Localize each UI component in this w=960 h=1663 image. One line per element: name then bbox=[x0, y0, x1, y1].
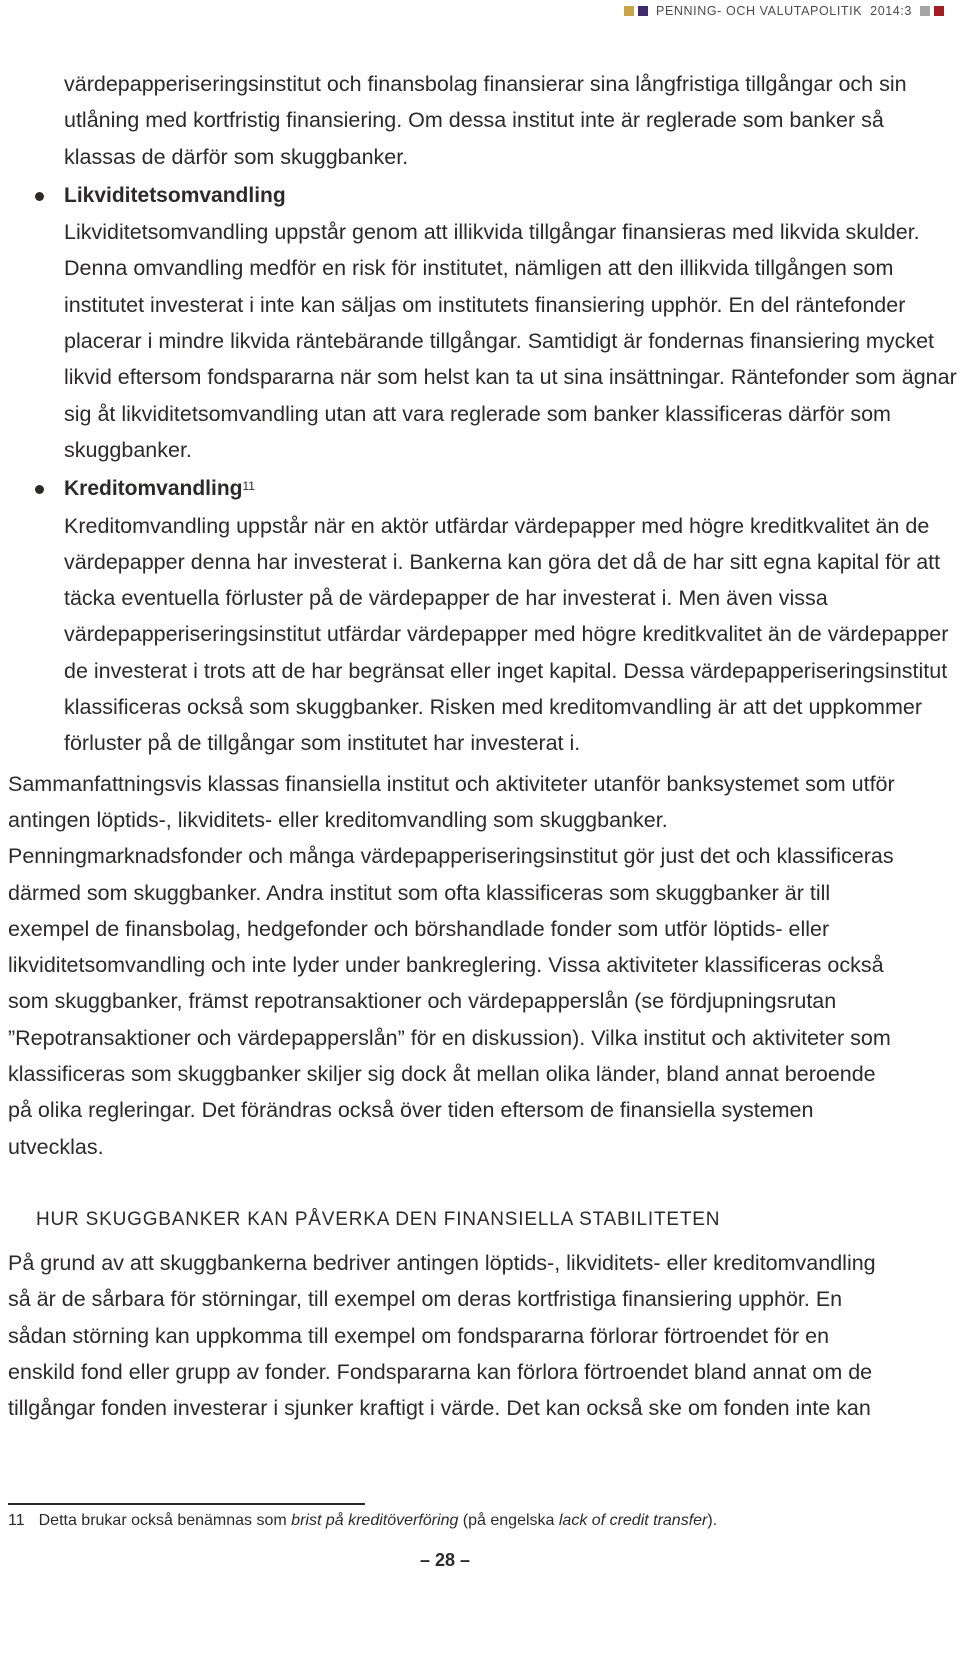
bullet-paragraph: Likviditetsomvandling uppstår genom att illikvida tillgångar finansieras med likvida skulder. Denna omvandling medför en risk för institutet, nämligen att den illikvida tillgången som institutet investerat i inte kan säljas om institutets finansiering upphör. En del räntefonder placerar i mindre likvida räntebärande tillgångar. Samtidigt är fondernas finansiering mycket likvid eftersom fondspararna när som helst kan ta ut sina insättningar. Räntefonder som ägnar sig åt likviditetsomvandling utan att vara reglerade som banker klassificeras därför som skuggbanker. bbox=[64, 220, 957, 462]
red-square-icon bbox=[934, 6, 944, 16]
footnote-reference[interactable]: 11 bbox=[242, 479, 255, 494]
bullet-icon bbox=[35, 192, 44, 201]
section-paragraph: På grund av att skuggbankerna bedriver antingen löptids-, likviditets- eller kreditomvandling så är de sårbara för störningar, till exempel om deras kortfristiga finansiering upphör. En sådan störning kan uppkomma till exempel om fondspararna förlorar förtroendet för en enskild fond eller grupp av fonder. Fondspararna kan förlora förtroendet bland annat om de tillgångar fonden investerar i sjunker kraftigt i värde. Det kan också ske om fonden inte kan bbox=[8, 1250, 876, 1421]
bullet-icon bbox=[35, 485, 44, 494]
publication-title: PENNING- OCH VALUTAPOLITIK bbox=[656, 4, 863, 18]
gold-square-icon bbox=[624, 6, 634, 16]
running-header bbox=[624, 2, 944, 20]
bullet-paragraph: Kreditomvandling uppstår när en aktör utfärdar värdepapper med högre kreditkvalitet än de värdepapper denna har investerat i. Bankerna kan göra det då de har sitt egna kapital för att täcka eventuella förluster på de värdepapper de har investerat i. Men även vissa värdepapperiseringsinstitut utfärdar värdepapper med högre kreditkvalitet än de värdepapper de investerat i trots att de har begränsat eller inget kapital. Dessa värdepapperiseringsinstitut klassificeras också som skuggbanker. Risken med kreditomvandling är att det uppkommer förluster på de tillgångar som institutet har investerat i. bbox=[64, 513, 949, 756]
issue-number: 2014:3 bbox=[870, 4, 912, 18]
bullet-likviditetsomvandling bbox=[8, 177, 958, 468]
footnote-number: 11 bbox=[8, 1512, 25, 1529]
purple-square-icon bbox=[638, 6, 648, 16]
intro-paragraph: värdepapperiseringsinstitut och finansbolag finansierar sina långfristiga tillgångar och sin utlåning med kortfristig finansiering. Om dessa institut inte är reglerade som banker så klassas de därför som skuggbanker. bbox=[64, 72, 907, 169]
bullet-heading: Kreditomvandling$^{11}$ bbox=[64, 477, 255, 501]
gray-square-icon bbox=[920, 6, 930, 16]
section-heading: HUR SKUGGBANKER KAN PÅVERKA DEN FINANSIELLA STABILITETEN bbox=[36, 1208, 721, 1230]
summary-paragraph: Sammanfattningsvis klassas finansiella institut och aktiviteter utanför banksystemet som utför antingen löptids-, likviditets- eller kreditomvandling som skuggbanker. Penningmarknadsfonder och många värdepapperiseringsinstitut gör just det och klassificeras därmed som skuggbanker. Andra institut som ofta klassificeras som skuggbanker är till exempel de finansbolag, hedgefonder och börshandlade fonder som utför löptids- eller likviditetsomvandling och inte lyder under bankreglering. Vissa aktiviteter klassificeras också som skuggbanker, främst repotransaktioner och värdepapperslån (se fördjupningsrutan ”Repotransaktioner och värdepapperslån” för en diskussion). Vilka institut och aktiviteter som klassificeras som skuggbanker skiljer sig dock åt mellan olika länder, bland annat beroende på olika regleringar. Det förändras också över tiden eftersom de finansiella systemen utvecklas. bbox=[8, 771, 895, 1159]
intro-block bbox=[8, 66, 958, 175]
footnote: 11 Detta brukar också benämnas som brist på kreditöverföring (på engelska lack of credit transfer). bbox=[8, 1512, 718, 1529]
page-number: – 28 – bbox=[419, 1550, 471, 1570]
main-content bbox=[8, 66, 958, 1426]
bullet-heading: Likviditetsomvandling bbox=[64, 183, 286, 207]
footnote-divider bbox=[8, 1503, 365, 1505]
bullet-kreditomvandling bbox=[8, 470, 958, 761]
